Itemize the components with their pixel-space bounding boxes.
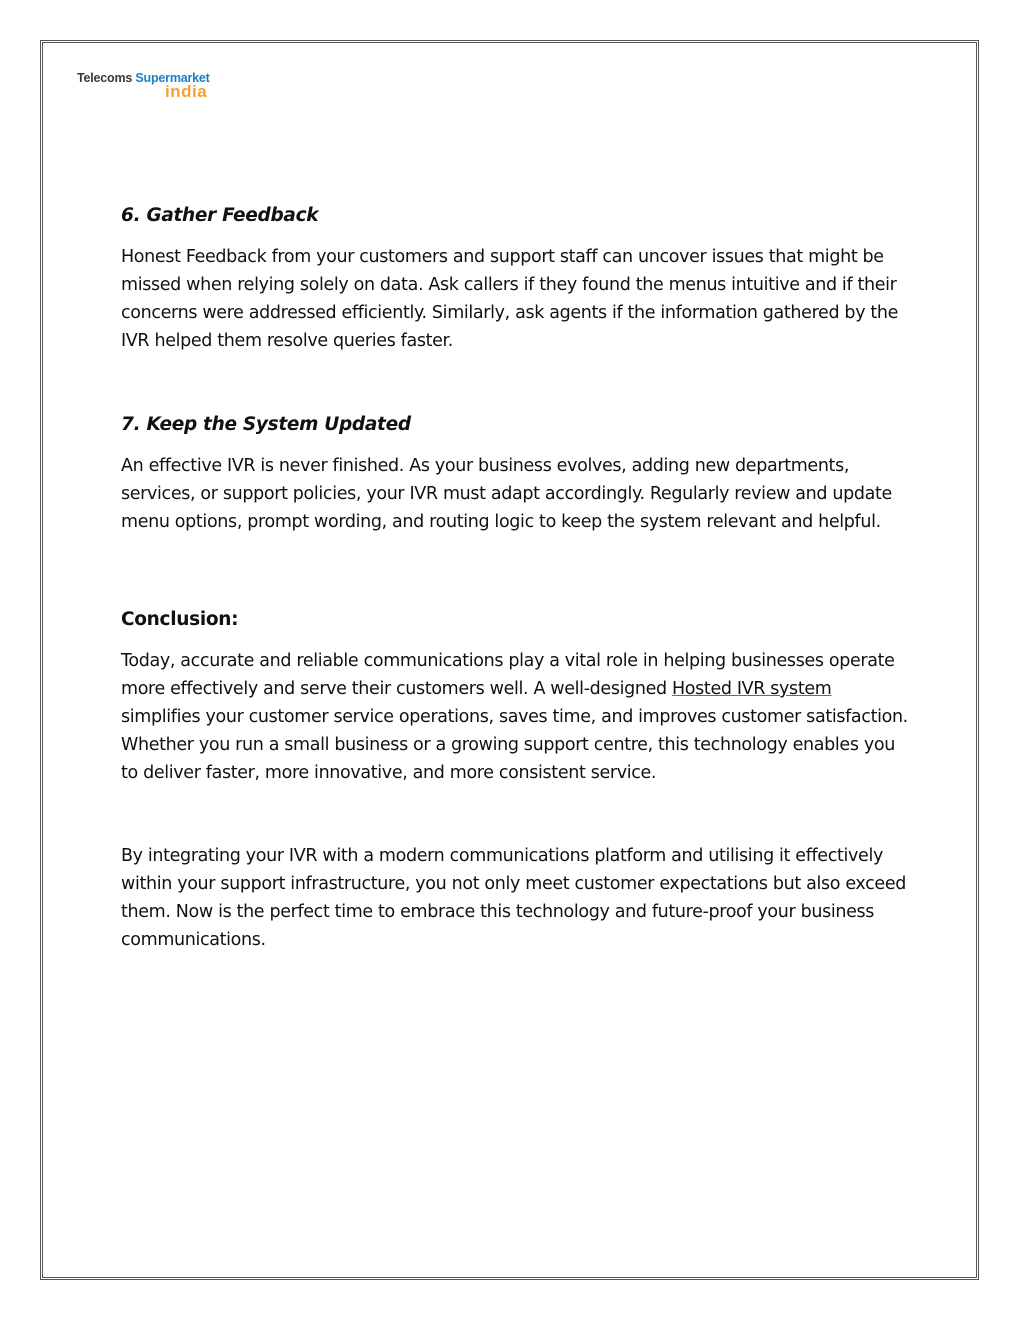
logo-word-india: india [165, 82, 208, 101]
telecoms-supermarket-india-logo [77, 71, 227, 105]
hosted-ivr-system-link[interactable]: Hosted IVR system [672, 679, 832, 699]
section-heading-keep-system-updated: 7. Keep the System Updated [121, 414, 411, 435]
section-heading-conclusion: Conclusion: [121, 609, 239, 630]
paragraph-conclusion [121, 647, 911, 787]
conclusion-text-after-link: simplifies your customer service operations, saves time, and improves customer satisfaction. Whether you run a small business or a growing support centre, this technology enables you to deliver faster, more innovative, and more consistent service. [121, 707, 908, 783]
conclusion-text-before-link: Today, accurate and reliable communications play a vital role in helping businesses operate more effectively and serve their customers well. A well-designed [121, 651, 895, 699]
logo-word-supermarket: Supermarket [135, 71, 210, 85]
paragraph-keep-system-updated: An effective IVR is never finished. As your business evolves, adding new departments, services, or support policies, your IVR must adapt accordingly. Regularly review and update menu options, prompt wording, and routing logic to keep the system relevant and helpful. [121, 456, 892, 532]
section-heading-gather-feedback: 6. Gather Feedback [121, 205, 319, 226]
paragraph-final: By integrating your IVR with a modern communications platform and utilising it effectively within your support infrastructure, you not only meet customer expectations but also exceed them. Now is the perfect time to embrace this technology and future-proof your business communications. [121, 846, 906, 950]
paragraph-gather-feedback: Honest Feedback from your customers and support staff can uncover issues that might be missed when relying solely on data. Ask callers if they found the menus intuitive and if their concerns were addressed efficiently. Similarly, ask agents if the information gathered by the IVR helped them resolve queries faster. [121, 247, 899, 351]
logo-word-telecoms: Telecoms [77, 71, 133, 85]
